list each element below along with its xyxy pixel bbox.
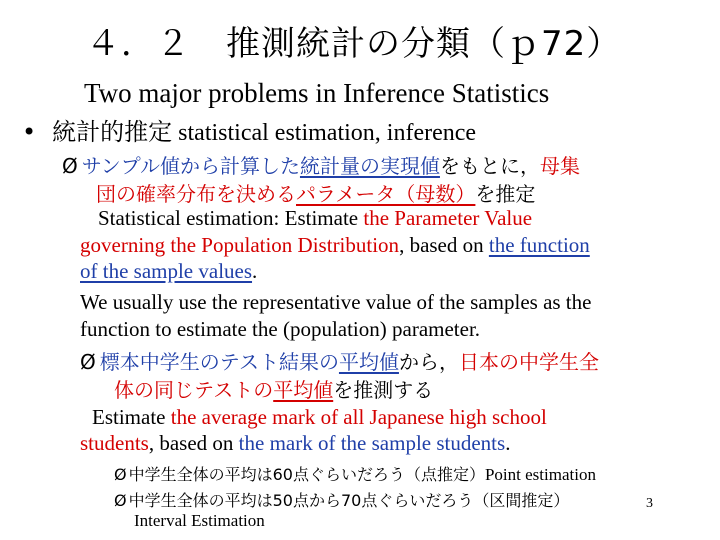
sub1-point-estimation [114,462,596,485]
item2-text-d: 日本の中学生全 [458,350,599,374]
sub1-en: Point estimation [484,465,596,484]
item1-line2-a: 団の確率分布を決める [96,182,296,206]
item2-line2 [114,374,433,403]
est2-l2-a: students [80,431,149,455]
bullet-marker: • [22,118,37,146]
page-number: 3 [646,496,653,511]
est2-l2-d: . [505,431,511,455]
item1-parameter: パラメータ（母数） [296,182,476,206]
est2-l2-b: , based on [148,431,239,455]
arrow-icon: Ø [114,465,127,484]
sub2-en: Interval Estimation [134,511,265,530]
est2-line2 [80,431,510,456]
sub1-jp: 中学生全体の平均は60点ぐらいだろう（点推定） [128,465,485,484]
est1-l2-a: governing the Population Distribution [80,233,400,257]
est1-l1-b: the Parameter Value [363,206,533,230]
item2-mean: 平均値 [338,350,399,374]
est1-line3 [80,259,257,284]
item1-text-d: 母集 [539,154,580,178]
est2-l2-c: the mark of the sample students [238,431,506,455]
sub2-interval-estimation [114,488,569,511]
arrow-icon: Ø [62,154,78,178]
est2-line1 [92,405,547,430]
item1-line2-c: を推定 [475,182,536,206]
est1-l1-a: Statistical estimation: Estimate [98,206,364,230]
est1-l3-b: . [252,259,258,283]
bullet-statistical-estimation [22,112,476,147]
item2-text-c: から， [398,350,459,374]
item2-line2-a: 体の同じテストの [114,378,274,402]
item2-mean-2: 平均値 [273,378,334,402]
est2-l1-b: the average mark of all Japanese high school [170,405,547,429]
item1-text-c: をもとに， [439,154,540,178]
arrow-icon: Ø [80,350,96,374]
est1-l2-b: , based on [399,233,489,257]
item1-statistic-value: 統計量の実現値 [299,154,440,178]
item1-text-a: サンプル値から計算した [81,154,300,178]
bullet-en-text: statistical estimation, inference [172,120,477,146]
page-title: ４．２ 推測統計の分類（ｐ72） [86,24,622,64]
usual-line2: function to estimate the (population) parameter. [80,317,481,341]
est1-l2-c: the function [488,233,590,257]
item1-line1 [62,150,580,179]
est1-line1 [98,206,532,231]
est2-l1-a: Estimate [92,405,171,429]
est1-l3-a: of the sample values [80,259,253,283]
sub2-jp: 中学生全体の平均は50点から70点ぐらいだろう（区間推定） [128,491,570,510]
item2-text-a: 標本中学生のテスト結果の [99,350,339,374]
arrow-icon: Ø [114,491,127,510]
subtitle: Two major problems in Inference Statistics [84,78,550,108]
item2-line1 [80,346,599,375]
usual-line1: We usually use the representative value of the samples as the [80,290,592,314]
bullet-jp-text: 統計的推定 [52,118,173,146]
item2-line2-c: を推測する [333,378,434,402]
est1-line2 [80,233,590,258]
item1-line2 [96,178,535,207]
